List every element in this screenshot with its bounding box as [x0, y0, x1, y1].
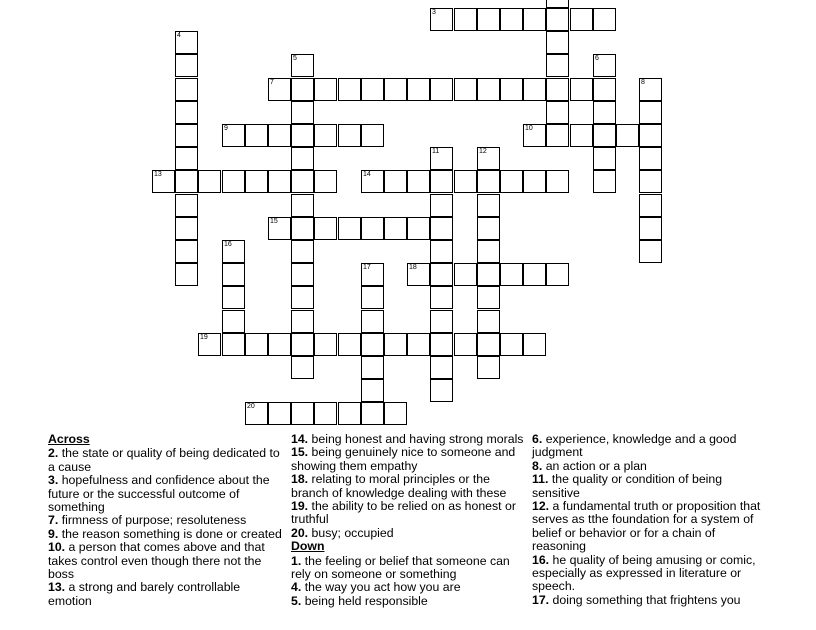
- grid-cell[interactable]: [546, 8, 569, 31]
- grid-cell[interactable]: [430, 356, 453, 379]
- grid-cell[interactable]: [222, 124, 245, 147]
- grid-cell[interactable]: [430, 240, 453, 263]
- clue-number: 5: [293, 55, 297, 62]
- grid-cell[interactable]: [570, 78, 593, 101]
- clue-down-6: 6. experience, knowledge and a good judgment: [532, 432, 737, 460]
- grid-cell[interactable]: [175, 263, 198, 286]
- grid-cell[interactable]: [361, 379, 384, 402]
- grid-cell[interactable]: [338, 402, 361, 425]
- clues-column-3: [532, 433, 772, 607]
- grid-cell[interactable]: [639, 101, 662, 124]
- grid-cell[interactable]: [454, 8, 477, 31]
- grid-cell[interactable]: [454, 263, 477, 286]
- clue-number: 18: [409, 264, 417, 271]
- grid-cell[interactable]: [477, 263, 500, 286]
- clue-across-14: 14. being honest and having strong morals: [291, 432, 524, 446]
- clue-number: 8: [641, 79, 645, 86]
- grid-cell[interactable]: [639, 78, 662, 101]
- grid-cell[interactable]: [546, 263, 569, 286]
- grid-cell[interactable]: [245, 333, 268, 356]
- down-heading: Down: [291, 539, 325, 554]
- clue-down-12: 12. a fundamental truth or proposition that serves as tthe foundation for a system of belief or behavior or for a chain of reasoning: [532, 499, 761, 554]
- grid-cell[interactable]: [291, 217, 314, 240]
- grid-cell[interactable]: [477, 78, 500, 101]
- grid-cell[interactable]: [477, 170, 500, 193]
- grid-cell[interactable]: [291, 124, 314, 147]
- grid-cell[interactable]: [222, 310, 245, 333]
- grid-cell[interactable]: [430, 170, 453, 193]
- grid-cell[interactable]: [245, 170, 268, 193]
- grid-cell[interactable]: [616, 124, 639, 147]
- grid-cell[interactable]: [430, 217, 453, 240]
- clues-column-2: [291, 433, 526, 608]
- grid-cell[interactable]: [454, 333, 477, 356]
- grid-cell[interactable]: [245, 402, 268, 425]
- clue-across-2: 2. the state or quality of being dedicated to a cause: [48, 446, 280, 474]
- grid-cell[interactable]: [268, 170, 291, 193]
- grid-cell[interactable]: [361, 333, 384, 356]
- grid-cell[interactable]: [593, 8, 616, 31]
- grid-cell[interactable]: [430, 310, 453, 333]
- grid-cell[interactable]: [152, 170, 175, 193]
- grid-cell[interactable]: [593, 101, 616, 124]
- clue-number: 19: [200, 334, 208, 341]
- grid-cell[interactable]: [361, 170, 384, 193]
- grid-cell[interactable]: [222, 286, 245, 309]
- clue-down-4: 4. the way you act how you are: [291, 580, 461, 595]
- grid-cell[interactable]: [407, 170, 430, 193]
- grid-cell[interactable]: [222, 333, 245, 356]
- grid-cell[interactable]: [291, 240, 314, 263]
- grid-cell[interactable]: [500, 78, 523, 101]
- grid-cell[interactable]: [175, 194, 198, 217]
- grid-cell[interactable]: [477, 333, 500, 356]
- grid-cell[interactable]: [430, 147, 453, 170]
- grid-cell[interactable]: [384, 217, 407, 240]
- grid-cell[interactable]: [198, 170, 221, 193]
- grid-cell[interactable]: [314, 402, 337, 425]
- grid-cell[interactable]: [454, 78, 477, 101]
- grid-cell[interactable]: [639, 170, 662, 193]
- grid-cell[interactable]: [570, 8, 593, 31]
- grid-cell[interactable]: [546, 54, 569, 77]
- grid-cell[interactable]: [361, 286, 384, 309]
- grid-cell[interactable]: [361, 217, 384, 240]
- clue-across-7: 7. firmness of purpose; resoluteness: [48, 513, 247, 528]
- grid-cell[interactable]: [175, 124, 198, 147]
- grid-cell[interactable]: [361, 402, 384, 425]
- clue-number: 11: [432, 148, 440, 155]
- clue-across-20: 20. busy; occupied: [291, 525, 394, 540]
- grid-cell[interactable]: [384, 170, 407, 193]
- grid-cell[interactable]: [593, 170, 616, 193]
- clue-number: 9: [224, 125, 228, 132]
- grid-cell[interactable]: [268, 217, 291, 240]
- clues-column-1: [48, 433, 283, 608]
- grid-cell[interactable]: [477, 194, 500, 217]
- grid-cell[interactable]: [570, 124, 593, 147]
- clue-across-10: 10. a person that comes above and that takes control even though there not the boss: [48, 540, 265, 582]
- grid-cell[interactable]: [384, 78, 407, 101]
- grid-cell[interactable]: [222, 263, 245, 286]
- grid-cell[interactable]: [546, 0, 569, 8]
- grid-cell[interactable]: [175, 54, 198, 77]
- grid-cell[interactable]: [430, 263, 453, 286]
- grid-cell[interactable]: [222, 170, 245, 193]
- grid-cell[interactable]: [523, 333, 546, 356]
- grid-cell[interactable]: [500, 263, 523, 286]
- grid-cell[interactable]: [338, 217, 361, 240]
- grid-cell[interactable]: [407, 263, 430, 286]
- grid-cell[interactable]: [268, 333, 291, 356]
- grid-cell[interactable]: [477, 8, 500, 31]
- clue-across-3: 3. hopefulness and confidence about the future or the successful outcome of something: [48, 473, 270, 515]
- grid-cell[interactable]: [314, 217, 337, 240]
- grid-cell[interactable]: [291, 263, 314, 286]
- grid-cell[interactable]: [430, 286, 453, 309]
- clue-down-16: 16. he quality of being amusing or comic, especially as expressed in literature or speech.: [532, 552, 756, 594]
- grid-cell[interactable]: [593, 124, 616, 147]
- grid-cell[interactable]: [639, 217, 662, 240]
- grid-cell[interactable]: [175, 217, 198, 240]
- grid-cell[interactable]: [222, 240, 245, 263]
- grid-cell[interactable]: [338, 78, 361, 101]
- grid-cell[interactable]: [639, 147, 662, 170]
- grid-cell[interactable]: [477, 286, 500, 309]
- grid-cell[interactable]: [546, 101, 569, 124]
- grid-cell[interactable]: [430, 78, 453, 101]
- grid-cell[interactable]: [175, 78, 198, 101]
- grid-cell[interactable]: [338, 124, 361, 147]
- grid-cell[interactable]: [477, 356, 500, 379]
- clue-number: 20: [247, 403, 255, 410]
- grid-cell[interactable]: [291, 356, 314, 379]
- grid-cell[interactable]: [314, 78, 337, 101]
- grid-cell[interactable]: [430, 333, 453, 356]
- grid-cell[interactable]: [477, 147, 500, 170]
- clue-number: 16: [224, 241, 232, 248]
- grid-cell[interactable]: [175, 101, 198, 124]
- grid-cell[interactable]: [477, 217, 500, 240]
- grid-cell[interactable]: [523, 170, 546, 193]
- grid-cell[interactable]: [291, 194, 314, 217]
- grid-cell[interactable]: [175, 240, 198, 263]
- grid-cell[interactable]: [523, 8, 546, 31]
- grid-cell[interactable]: [291, 286, 314, 309]
- clue-across-15: 15. being genuinely nice to someone and showing them empathy: [291, 445, 516, 473]
- grid-cell[interactable]: [384, 402, 407, 425]
- clue-number: 12: [479, 148, 487, 155]
- grid-cell[interactable]: [361, 78, 384, 101]
- grid-cell[interactable]: [198, 333, 221, 356]
- grid-cell[interactable]: [314, 170, 337, 193]
- grid-cell[interactable]: [500, 333, 523, 356]
- grid-cell[interactable]: [639, 124, 662, 147]
- grid-cell[interactable]: [175, 31, 198, 54]
- clue-number: 10: [525, 125, 533, 132]
- grid-cell[interactable]: [639, 240, 662, 263]
- grid-cell[interactable]: [500, 170, 523, 193]
- grid-cell[interactable]: [361, 124, 384, 147]
- clue-number: 17: [363, 264, 371, 271]
- clue-across-9: 9. the reason something is done or created: [48, 526, 282, 541]
- clue-number: 13: [154, 171, 162, 178]
- clue-number: 6: [595, 55, 599, 62]
- clue-across-18: 18. relating to moral principles or the branch of knowledge dealing with these: [291, 472, 507, 500]
- grid-cell[interactable]: [291, 78, 314, 101]
- grid-cell[interactable]: [430, 8, 453, 31]
- grid-cell[interactable]: [291, 101, 314, 124]
- grid-cell[interactable]: [546, 124, 569, 147]
- grid-cell[interactable]: [268, 78, 291, 101]
- grid-cell[interactable]: [361, 310, 384, 333]
- grid-cell[interactable]: [523, 124, 546, 147]
- grid-cell[interactable]: [384, 333, 407, 356]
- grid-cell[interactable]: [546, 78, 569, 101]
- grid-cell[interactable]: [245, 124, 268, 147]
- grid-cell[interactable]: [523, 78, 546, 101]
- clue-across-19: 19. the ability to be relied on as honest or truthful: [291, 499, 516, 527]
- across-heading: Across: [48, 432, 90, 446]
- grid-cell[interactable]: [291, 333, 314, 356]
- grid-cell[interactable]: [477, 310, 500, 333]
- grid-cell[interactable]: [314, 124, 337, 147]
- grid-cell[interactable]: [175, 147, 198, 170]
- grid-cell[interactable]: [268, 402, 291, 425]
- clue-down-17: 17. doing something that frightens you: [532, 592, 741, 607]
- clue-down-11: 11. the quality or condition of being sensitive: [532, 472, 723, 500]
- clue-number: 4: [177, 32, 181, 39]
- grid-cell[interactable]: [175, 170, 198, 193]
- grid-cell[interactable]: [291, 54, 314, 77]
- grid-cell[interactable]: [407, 78, 430, 101]
- clue-down-1: 1. the feeling or belief that someone can rely on someone or something: [291, 553, 510, 582]
- grid-cell[interactable]: [291, 170, 314, 193]
- grid-cell[interactable]: [546, 170, 569, 193]
- clue-down-5: 5. being held responsible: [291, 593, 428, 608]
- grid-cell[interactable]: [593, 54, 616, 77]
- grid-cell[interactable]: [430, 194, 453, 217]
- grid-cell[interactable]: [593, 78, 616, 101]
- grid-cell[interactable]: [291, 147, 314, 170]
- grid-cell[interactable]: [314, 333, 337, 356]
- grid-cell[interactable]: [639, 194, 662, 217]
- clue-number: 14: [363, 171, 371, 178]
- clue-down-8: 8. an action or a plan: [532, 458, 647, 473]
- grid-cell[interactable]: [407, 217, 430, 240]
- grid-cell[interactable]: [268, 124, 291, 147]
- grid-cell[interactable]: [500, 8, 523, 31]
- clue-across-13: 13. a strong and barely controllable emotion: [48, 580, 241, 608]
- grid-cell[interactable]: [338, 333, 361, 356]
- grid-cell[interactable]: [430, 379, 453, 402]
- grid-cell[interactable]: [593, 147, 616, 170]
- grid-cell[interactable]: [361, 356, 384, 379]
- clue-number: 7: [270, 79, 274, 86]
- grid-cell[interactable]: [477, 240, 500, 263]
- clue-number: 15: [270, 218, 278, 225]
- grid-cell[interactable]: [291, 402, 314, 425]
- grid-cell[interactable]: [361, 263, 384, 286]
- grid-cell[interactable]: [546, 31, 569, 54]
- grid-cell[interactable]: [407, 333, 430, 356]
- grid-cell[interactable]: [523, 263, 546, 286]
- clue-number: 3: [432, 9, 436, 16]
- grid-cell[interactable]: [291, 310, 314, 333]
- grid-cell[interactable]: [454, 170, 477, 193]
